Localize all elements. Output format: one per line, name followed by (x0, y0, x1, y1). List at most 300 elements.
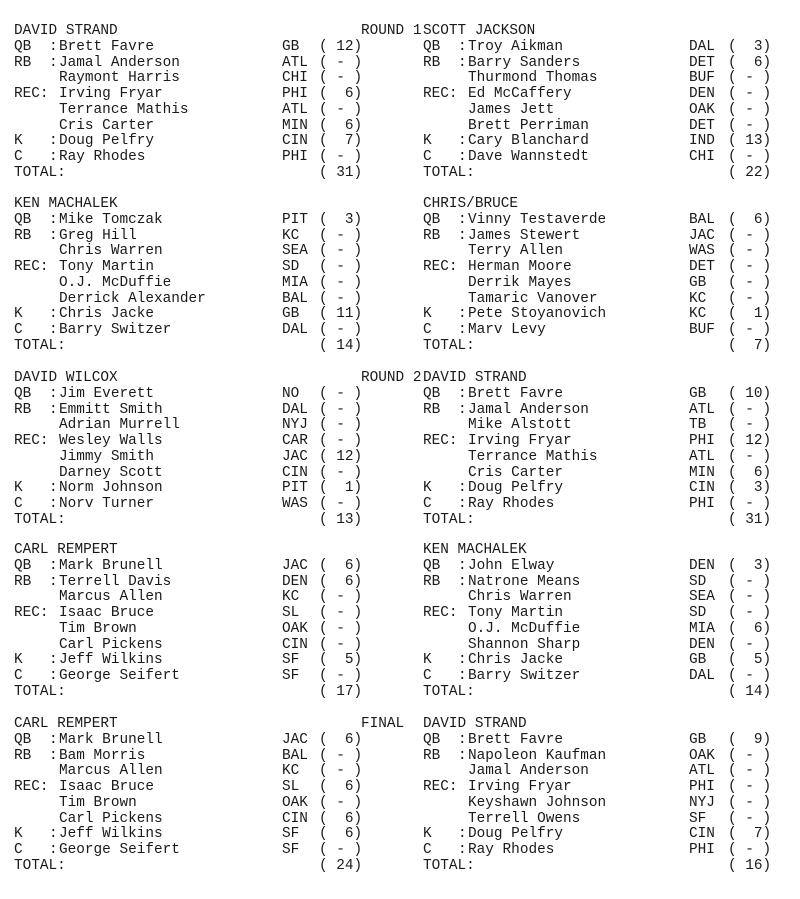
position-label: REC: (14, 433, 49, 449)
player-name: Marcus Allen (59, 589, 163, 606)
player-name: Vinny Testaverde (468, 211, 607, 228)
roster-row (14, 606, 374, 622)
player-points: ( - ) (319, 747, 363, 764)
roster-row (14, 749, 374, 765)
nfl-team: CAR (282, 433, 308, 449)
position-label: QB (14, 557, 32, 574)
player-points: ( 10) (728, 385, 772, 402)
player-name: Ed McCaffery (468, 86, 572, 102)
nfl-team: MIA (689, 620, 715, 637)
player-name: Marv Levy (468, 322, 546, 338)
nfl-team: CIN (689, 480, 715, 497)
nfl-team: KC (282, 227, 300, 244)
position-label: K (14, 652, 23, 669)
roster-row (14, 403, 374, 419)
position-label: QB (423, 557, 441, 574)
nfl-team: JAC (282, 557, 308, 574)
position-label: K (14, 826, 23, 843)
player-name: Isaac Bruce (59, 779, 154, 795)
roster-row (423, 843, 783, 859)
position-separator: : (458, 149, 467, 165)
roster-row (423, 307, 783, 323)
nfl-team: IND (689, 133, 715, 150)
position-separator: : (458, 826, 467, 843)
player-points: ( - ) (728, 117, 772, 134)
team-block (423, 717, 783, 875)
player-name: Jeff Wilkins (59, 826, 163, 843)
nfl-team: TB (689, 417, 707, 434)
position-label: K (423, 652, 432, 669)
roster-row (423, 653, 783, 669)
nfl-team: OAK (282, 794, 308, 811)
player-name: Shannon Sharp (468, 636, 581, 653)
player-name: Irving Fryar (59, 86, 163, 102)
player-name: Jamal Anderson (468, 763, 589, 780)
owner-name: CARL REMPERT (14, 542, 118, 558)
player-name: Adrian Murrell (59, 417, 180, 434)
total-points: ( 22) (728, 164, 772, 181)
nfl-team: PHI (689, 842, 715, 858)
nfl-team: NO (282, 385, 300, 402)
position-label: RB (14, 54, 32, 71)
player-points: ( - ) (728, 243, 772, 260)
position-label: QB (14, 38, 32, 55)
position-separator: : (458, 385, 467, 402)
team-block (423, 24, 783, 182)
nfl-team: KC (689, 290, 707, 307)
player-points: ( 6) (728, 54, 772, 71)
player-points: ( - ) (728, 668, 772, 684)
player-name: Jeff Wilkins (59, 652, 163, 669)
position-separator: : (458, 227, 467, 244)
roster-row (14, 780, 374, 796)
roster-row (14, 71, 374, 87)
position-separator: : (458, 668, 467, 684)
position-separator: : (49, 557, 58, 574)
total-points: ( 14) (319, 337, 363, 354)
position-label: K (423, 133, 432, 150)
player-name: Terrance Mathis (59, 101, 189, 118)
player-points: ( - ) (319, 605, 363, 621)
nfl-team: CIN (282, 636, 308, 653)
nfl-team: BAL (689, 211, 715, 228)
position-label: K (423, 306, 432, 323)
roster-row (423, 638, 783, 654)
nfl-team: SL (282, 779, 300, 795)
player-points: ( - ) (319, 620, 363, 637)
player-name: Troy Aikman (468, 38, 563, 55)
player-name: John Elway (468, 557, 555, 574)
position-separator: : (458, 54, 467, 71)
position-label: RB (14, 401, 32, 418)
player-points: ( - ) (319, 433, 363, 449)
position-label: RB (423, 54, 441, 71)
roster-row (423, 764, 783, 780)
roster-row (14, 590, 374, 606)
roster-row (423, 780, 783, 796)
player-name: Cris Carter (468, 464, 563, 481)
position-label: RB (423, 747, 441, 764)
nfl-team: SF (282, 842, 300, 858)
player-name: Irving Fryar (468, 779, 572, 795)
round-label: FINAL (361, 716, 405, 732)
player-name: Herman Moore (468, 259, 572, 275)
total-label: TOTAL: (14, 337, 66, 354)
player-name: Tamaric Vanover (468, 290, 598, 307)
player-points: ( - ) (319, 227, 363, 244)
position-separator: : (49, 480, 58, 497)
nfl-team: ATL (282, 54, 308, 71)
player-points: ( - ) (728, 259, 772, 275)
position-label: C (14, 496, 23, 512)
nfl-team: SF (282, 652, 300, 669)
roster-row (423, 276, 783, 292)
roster-row (14, 387, 374, 403)
roster-row (423, 590, 783, 606)
player-name: Doug Pelfry (59, 133, 154, 150)
total-row (14, 685, 374, 701)
nfl-team: DET (689, 259, 715, 275)
player-points: ( 3) (728, 480, 772, 497)
position-separator: : (458, 573, 467, 590)
total-row (14, 166, 374, 182)
position-label: QB (423, 731, 441, 748)
nfl-team: PHI (689, 779, 715, 795)
nfl-team: JAC (689, 227, 715, 244)
position-separator: : (49, 306, 58, 323)
player-name: Greg Hill (59, 227, 137, 244)
roster-row (14, 87, 374, 103)
total-row (423, 859, 783, 875)
position-label: REC: (423, 605, 458, 621)
position-label: QB (423, 211, 441, 228)
position-separator: : (49, 401, 58, 418)
total-points: ( 31) (319, 164, 363, 181)
total-points: ( 13) (319, 511, 363, 528)
nfl-team: JAC (282, 731, 308, 748)
player-points: ( 11) (319, 306, 363, 323)
position-label: RB (14, 747, 32, 764)
nfl-team: BUF (689, 70, 715, 87)
roster-row (423, 387, 783, 403)
position-separator: : (458, 496, 467, 512)
player-name: Derrick Alexander (59, 290, 206, 307)
position-label: QB (423, 38, 441, 55)
player-points: ( - ) (728, 842, 772, 858)
total-points: ( 17) (319, 683, 363, 700)
total-label: TOTAL: (14, 164, 66, 181)
player-name: James Stewert (468, 227, 581, 244)
player-name: Doug Pelfry (468, 826, 563, 843)
player-name: O.J. McDuffie (59, 274, 172, 291)
nfl-team: CIN (282, 464, 308, 481)
position-separator: : (49, 652, 58, 669)
position-separator: : (458, 480, 467, 497)
player-name: Jamal Anderson (468, 401, 589, 418)
total-row (423, 685, 783, 701)
position-label: K (14, 133, 23, 150)
round-label: ROUND 1 (361, 23, 422, 39)
nfl-team: SEA (282, 243, 308, 260)
roster-row (14, 827, 374, 843)
total-label: TOTAL: (423, 337, 475, 354)
player-points: ( - ) (728, 70, 772, 87)
roster-row (423, 260, 783, 276)
total-row (14, 339, 374, 355)
owner-name: KEN MACHALEK (423, 542, 527, 558)
player-name: Brett Perriman (468, 117, 589, 134)
player-points: ( - ) (319, 322, 363, 338)
roster-row (14, 103, 374, 119)
player-points: ( - ) (319, 101, 363, 118)
roster-row (423, 71, 783, 87)
player-points: ( 7) (728, 826, 772, 843)
roster-row (423, 213, 783, 229)
nfl-team: OAK (282, 620, 308, 637)
player-name: George Seifert (59, 842, 180, 858)
roster-row (14, 481, 374, 497)
player-points: ( 6) (319, 557, 363, 574)
roster-row (423, 103, 783, 119)
player-points: ( - ) (728, 763, 772, 780)
player-name: Jamal Anderson (59, 54, 180, 71)
total-label: TOTAL: (14, 683, 66, 700)
total-points: ( 16) (728, 857, 772, 874)
position-separator: : (458, 401, 467, 418)
nfl-team: MIN (689, 464, 715, 481)
nfl-team: NYJ (689, 794, 715, 811)
position-label: RB (423, 573, 441, 590)
player-points: ( 6) (319, 826, 363, 843)
player-name: Norm Johnson (59, 480, 163, 497)
player-name: Terrell Owens (468, 810, 581, 827)
nfl-team: SD (689, 573, 707, 590)
player-points: ( - ) (319, 464, 363, 481)
player-points: ( - ) (728, 496, 772, 512)
nfl-team: PHI (282, 86, 308, 102)
nfl-team: DEN (282, 573, 308, 590)
total-points: ( 14) (728, 683, 772, 700)
position-label: REC: (423, 259, 458, 275)
player-points: ( - ) (728, 101, 772, 118)
nfl-team: OAK (689, 747, 715, 764)
nfl-team: SL (282, 605, 300, 621)
nfl-team: MIA (282, 274, 308, 291)
roster-row (423, 150, 783, 166)
player-name: Cris Carter (59, 117, 154, 134)
owner-name: CARL REMPERT (14, 716, 118, 732)
player-points: ( - ) (728, 747, 772, 764)
player-name: Tony Martin (59, 259, 154, 275)
player-name: Chris Jacke (59, 306, 154, 323)
roster-row (423, 134, 783, 150)
player-name: Chris Jacke (468, 652, 563, 669)
nfl-team: KC (282, 589, 300, 606)
player-points: ( 7) (319, 133, 363, 150)
nfl-team: ATL (689, 448, 715, 465)
player-points: ( - ) (728, 794, 772, 811)
player-name: Barry Switzer (468, 668, 581, 684)
nfl-team: PIT (282, 211, 308, 228)
player-name: Cary Blanchard (468, 133, 589, 150)
roster-row (14, 418, 374, 434)
roster-row (14, 307, 374, 323)
nfl-team: MIN (282, 117, 308, 134)
owner-name: DAVID WILCOX (14, 370, 118, 386)
roster-row (14, 638, 374, 654)
roster-row (14, 434, 374, 450)
team-block (14, 24, 374, 182)
player-name: Brett Favre (468, 385, 563, 402)
roster-row (14, 244, 374, 260)
position-separator: : (458, 133, 467, 150)
roster-row (423, 292, 783, 308)
position-separator: : (49, 573, 58, 590)
roster-row (423, 749, 783, 765)
position-separator: : (458, 652, 467, 669)
nfl-team: NYJ (282, 417, 308, 434)
position-separator: : (458, 322, 467, 338)
position-label: RB (14, 227, 32, 244)
player-name: Thurmond Thomas (468, 70, 598, 87)
position-label: C (14, 322, 23, 338)
player-name: Tim Brown (59, 620, 137, 637)
player-name: Isaac Bruce (59, 605, 154, 621)
player-points: ( - ) (319, 259, 363, 275)
position-separator: : (458, 557, 467, 574)
player-points: ( 6) (319, 779, 363, 795)
position-label: C (423, 496, 432, 512)
roster-row (423, 450, 783, 466)
player-name: Napoleon Kaufman (468, 747, 607, 764)
total-label: TOTAL: (14, 511, 66, 528)
position-label: QB (423, 385, 441, 402)
player-points: ( 6) (728, 464, 772, 481)
roster-row (423, 40, 783, 56)
player-points: ( - ) (728, 227, 772, 244)
player-points: ( - ) (728, 322, 772, 338)
roster-row (14, 40, 374, 56)
player-points: ( - ) (728, 589, 772, 606)
position-label: REC: (423, 433, 458, 449)
nfl-team: SEA (689, 589, 715, 606)
position-label: RB (14, 573, 32, 590)
player-points: ( - ) (319, 589, 363, 606)
roster-row (423, 497, 783, 513)
player-name: Terry Allen (468, 243, 563, 260)
player-name: Carl Pickens (59, 636, 163, 653)
position-separator: : (49, 149, 58, 165)
roster-row (423, 622, 783, 638)
total-label: TOTAL: (423, 683, 475, 700)
nfl-team: SD (689, 605, 707, 621)
player-name: Terrell Davis (59, 573, 172, 590)
player-points: ( 12) (319, 38, 363, 55)
roster-row (14, 213, 374, 229)
total-row (14, 859, 374, 875)
nfl-team: CIN (282, 133, 308, 150)
nfl-team: SD (282, 259, 300, 275)
position-label: REC: (423, 779, 458, 795)
roster-row (14, 575, 374, 591)
player-points: ( - ) (728, 779, 772, 795)
roster-row (423, 434, 783, 450)
player-name: Jimmy Smith (59, 448, 154, 465)
roster-row (14, 466, 374, 482)
roster-row (423, 812, 783, 828)
position-label: QB (14, 731, 32, 748)
player-name: James Jett (468, 101, 555, 118)
roster-row (14, 323, 374, 339)
player-points: ( 3) (728, 557, 772, 574)
player-name: Barry Sanders (468, 54, 581, 71)
nfl-team: SF (282, 826, 300, 843)
position-label: C (14, 149, 23, 165)
position-label: K (14, 306, 23, 323)
player-name: Barry Switzer (59, 322, 172, 338)
roster-row (423, 733, 783, 749)
roster-row (423, 119, 783, 135)
total-row (423, 166, 783, 182)
nfl-team: CHI (689, 149, 715, 165)
team-block (14, 371, 374, 529)
nfl-team: GB (282, 38, 300, 55)
team-block (423, 371, 783, 529)
round-label: ROUND 2 (361, 370, 422, 386)
position-separator: : (49, 826, 58, 843)
roster-row (14, 669, 374, 685)
roster-row (423, 56, 783, 72)
player-points: ( 6) (319, 117, 363, 134)
roster-row (423, 323, 783, 339)
player-points: ( - ) (728, 573, 772, 590)
player-name: Tim Brown (59, 794, 137, 811)
roster-row (14, 497, 374, 513)
player-points: ( - ) (728, 605, 772, 621)
position-separator: : (49, 385, 58, 402)
player-name: O.J. McDuffie (468, 620, 581, 637)
roster-row (14, 150, 374, 166)
player-points: ( - ) (728, 149, 772, 165)
player-name: Keyshawn Johnson (468, 794, 607, 811)
roster-row (14, 229, 374, 245)
roster-row (14, 260, 374, 276)
owner-name: SCOTT JACKSON (423, 23, 536, 39)
player-name: Dave Wannstedt (468, 149, 589, 165)
position-label: REC: (14, 779, 49, 795)
team-block (14, 543, 374, 701)
player-points: ( - ) (319, 794, 363, 811)
position-separator: : (49, 731, 58, 748)
nfl-team: SF (282, 668, 300, 684)
owner-name: KEN MACHALEK (14, 196, 118, 212)
position-label: QB (14, 385, 32, 402)
roster-row (423, 403, 783, 419)
nfl-team: DAL (282, 401, 308, 418)
player-name: Ray Rhodes (468, 842, 555, 858)
roster-row (423, 229, 783, 245)
nfl-team: JAC (282, 448, 308, 465)
roster-row (423, 418, 783, 434)
player-name: Pete Stoyanovich (468, 306, 607, 323)
player-points: ( - ) (319, 385, 363, 402)
player-points: ( - ) (728, 274, 772, 291)
roster-row (423, 466, 783, 482)
player-name: Ray Rhodes (468, 496, 555, 512)
player-points: ( 13) (728, 133, 772, 150)
nfl-team: DET (689, 54, 715, 71)
roster-row (14, 622, 374, 638)
